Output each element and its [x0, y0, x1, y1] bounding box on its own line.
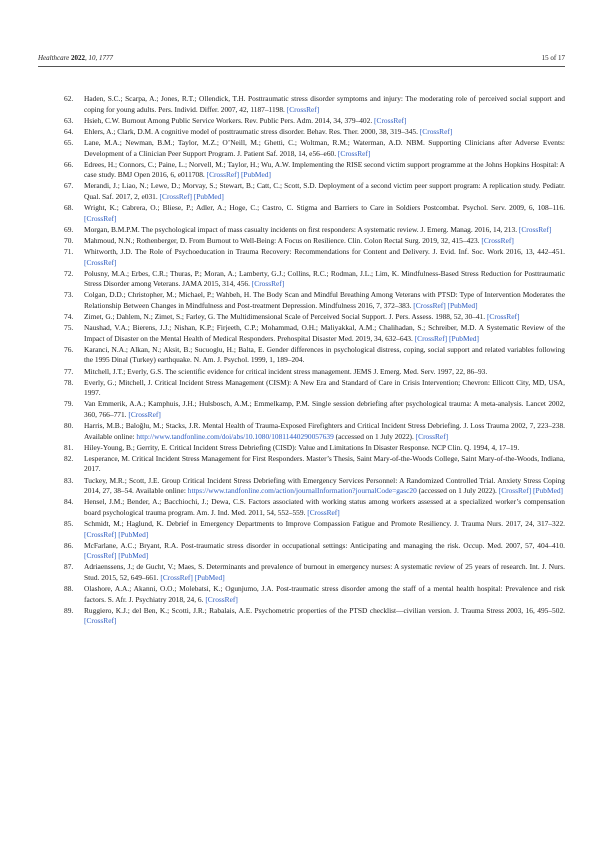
reference-access-note: (accessed on 1 July 2022). — [335, 431, 414, 441]
pubmed-link[interactable]: [PubMed] — [240, 170, 271, 180]
pubmed-link[interactable]: [PubMed] — [533, 486, 564, 496]
crossref-link[interactable]: [CrossRef] — [84, 213, 117, 223]
reference-text: Tuckey, M.R.; Scott, J.E. Group Critical Incident Stress Debriefing with Emergency Services Personnel: A Randomized Controlled Trial. Anxiety Stress Coping 2014, 27, 38–54. Available online: — [84, 475, 565, 496]
running-header — [38, 54, 565, 66]
crossref-link[interactable]: [CrossRef] — [486, 312, 520, 322]
crossref-link[interactable]: [CrossRef] — [419, 126, 453, 136]
reference-number: 67. — [64, 181, 74, 191]
reference-text: Polusny, M.A.; Erbes, C.R.; Thuras, P.; Moran, A.; Lamberty, G.J.; Collins, R.C.; Rodman, J.L.; Lim, K. Mindfulness-Based Stress Reduction for Posttraumatic Stress Disorder among Veterans. JAMA 2015, 314, 456. — [84, 268, 565, 289]
reference-text: Karanci, N.A.; Alkan, N.; Aksit, B.; Sucuoglu, H.; Balta, E. Gender differences in psychological distress, coping, social support and related variables following the 1995 Dinal (Turkey) earthquake. N. Am. J. Psychol. 1999, 1, 189–204. — [84, 344, 565, 365]
reference-number: 85. — [64, 518, 74, 528]
reference-item — [38, 225, 565, 236]
reference-text: Lane, M.A.; Newman, B.M.; Taylor, M.Z.; O’Neill, M.; Ghetti, C.; Woltman, R.M.; Waterman, A.D. NBM. Supporting Clinicians after Adverse Events: Development of a Clinician Peer Support Program. J. Patient Saf. 2018, 14, e56–e60. — [84, 137, 565, 158]
reference-number: 71. — [64, 247, 74, 256]
reference-number: 87. — [64, 562, 74, 572]
reference-item — [38, 312, 565, 323]
crossref-link[interactable]: [CrossRef] — [159, 191, 192, 201]
reference-text: Hsieh, C.W. Burnout Among Public Service Workers. Rev. Public Pers. Adm. 2014, 34, 379–402. — [84, 115, 373, 125]
reference-text: Olashore, A.A.; Akanni, O.O.; Molebatsi, K.; Ogunjumo, J.A. Post-traumatic stress disorder among the staff of a mental health hospital: Prevalence and risk factors. S. Afr. J. Psychiatry 2018, 24, 6. — [84, 584, 565, 604]
reference-number: 81. — [64, 442, 74, 452]
reference-text: Adriaenssens, J.; de Gucht, V.; Maes, S. Determinants and prevalence of burnout in emergency nurses: A systematic review of 25 years of research. Int. J. Nurs. Stud. 2015, 52, 649–661. — [84, 562, 565, 582]
reference-item — [38, 541, 565, 562]
reference-number: 83. — [64, 475, 74, 485]
reference-list — [38, 94, 565, 627]
crossref-link[interactable]: [CrossRef] — [498, 486, 532, 496]
reference-number: 86. — [64, 540, 74, 550]
reference-item — [38, 269, 565, 290]
reference-item — [38, 116, 565, 127]
reference-item — [38, 584, 565, 605]
pubmed-link[interactable]: [PubMed] — [118, 551, 149, 561]
reference-url-link[interactable]: http://www.tandfonline.com/doi/abs/10.1080/10811440290057639 — [136, 431, 334, 441]
reference-number: 64. — [64, 126, 74, 136]
crossref-link[interactable]: [CrossRef] — [84, 529, 117, 539]
journal-year: 2022 — [70, 54, 85, 62]
reference-number: 75. — [64, 323, 74, 333]
pubmed-link[interactable]: [PubMed] — [118, 529, 149, 539]
journal-citation — [38, 54, 113, 62]
reference-text: Everly, G.; Mitchell, J. Critical Incident Stress Management (CISM): A New Era and Standard of Care in Crisis Intervention; Chevron: Ellicott City, MD, USA, 1997. — [84, 377, 565, 398]
reference-text: Merandi, J.; Liao, N.; Lewe, D.; Morvay, S.; Stewart, B.; Catt, C.; Scott, S.D. Deployment of a second victim peer support program: A replication study. Pediatr. Qual. Saf. 2017, 2, e031. — [84, 181, 565, 201]
crossref-link[interactable]: [CrossRef] — [84, 616, 117, 626]
reference-number: 62. — [64, 94, 74, 103]
reference-access-note: (accessed on 1 July 2022). — [418, 486, 497, 496]
reference-item — [38, 519, 565, 540]
reference-number: 65. — [64, 137, 74, 147]
crossref-link[interactable]: [CrossRef] — [84, 257, 117, 267]
reference-item — [38, 236, 565, 247]
reference-item — [38, 443, 565, 454]
reference-number: 77. — [64, 366, 74, 376]
reference-item — [38, 606, 565, 627]
reference-text: Ruggiero, K.J.; del Ben, K.; Scotti, J.R.; Rabalais, A.E. Psychometric properties of the PTSD checklist—civilian version. J. Trauma Stress 2003, 16, 495–502. — [84, 605, 565, 615]
pubmed-link[interactable]: [PubMed] — [447, 300, 478, 310]
crossref-link[interactable]: [CrossRef] — [206, 170, 240, 180]
crossref-link[interactable]: [CrossRef] — [160, 572, 193, 582]
reference-text: Schmidt, M.; Haglund, K. Debrief in Emergency Departments to Improve Compassion Fatigue and Promote Resiliency. J. Trauma Nurs. 2017, 24, 317–322. — [84, 518, 565, 528]
crossref-link[interactable]: [CrossRef] — [251, 279, 285, 289]
reference-item — [38, 367, 565, 378]
reference-item — [38, 160, 565, 181]
reference-number: 63. — [64, 115, 74, 125]
reference-text: Edrees, H.; Connors, C.; Paine, L.; Norvell, M.; Taylor, H.; Wu, A.W. Implementing the RISE second victim support programme at the Johns Hopkins Hospital: A case study. BMJ Open 2016, 6, e011708. — [84, 159, 565, 180]
reference-text: Colgan, D.D.; Christopher, M.; Michael, P.; Wahbeh, H. The Body Scan and Mindful Breathing Among Veterans with PTSD: Type of Intervention Moderates the Relationship Between Changes in Mindfulness and Post-treatment Depression. Mindfulness 2016, 7, 372–383. — [84, 290, 565, 310]
reference-item — [38, 476, 565, 497]
reference-item — [38, 454, 565, 475]
reference-item — [38, 138, 565, 159]
crossref-link[interactable]: [CrossRef] — [128, 409, 161, 419]
reference-number: 66. — [64, 159, 74, 169]
reference-number: 76. — [64, 344, 74, 354]
pubmed-link[interactable]: [PubMed] — [448, 333, 479, 343]
reference-item — [38, 399, 565, 420]
crossref-link[interactable]: [CrossRef] — [84, 551, 117, 561]
journal-volume: , 10, 1777 — [84, 54, 113, 62]
reference-item — [38, 345, 565, 366]
reference-item — [38, 127, 565, 138]
crossref-link[interactable]: [CrossRef] — [286, 104, 320, 114]
reference-text: Mitchell, J.T.; Everly, G.S. The scientific evidence for critical incident stress management. JEMS J. Emerg. Med. Serv. 1997, 22, 86–93. — [84, 366, 488, 376]
reference-text: Zimet, G.; Dahlem, N.; Zimet, S.; Farley, G. The Multidimensional Scale of Perceived Social Support. J. Pers. Assess. 1988, 52, 30–41. — [84, 312, 486, 322]
reference-text: Wright, K.; Cabrera, O.; Bliese, P.; Adler, A.; Hoge, C.; Castro, C. Stigma and Barriers to Care in Soldiers Postcombat. Psychol. Serv. 2009, 6, 108–116. — [84, 203, 565, 213]
crossref-link[interactable]: [CrossRef] — [481, 235, 514, 245]
reference-text: Ehlers, A.; Clark, D.M. A cognitive model of posttraumatic stress disorder. Behav. Res. Ther. 2000, 38, 319–345. — [84, 126, 418, 136]
reference-number: 68. — [64, 203, 74, 213]
reference-url-link[interactable]: https://www.tandfonline.com/action/journalInformation?journalCode=gasc20 — [187, 486, 417, 496]
reference-number: 78. — [64, 377, 74, 387]
reference-number: 80. — [64, 421, 74, 431]
reference-number: 74. — [64, 312, 74, 322]
reference-number: 89. — [64, 605, 74, 615]
reference-item — [38, 94, 565, 115]
reference-number: 82. — [64, 453, 74, 463]
reference-text: Lesperance, M. Critical Incident Stress Management for First Responders. Master’s Thesis, Saint Mary-of-the-Woods College, Saint Mary-of-the-Woods, Indiana, 2017. — [84, 453, 565, 474]
header-divider — [38, 66, 565, 67]
reference-item — [38, 421, 565, 442]
reference-text: Haden, S.C.; Scarpa, A.; Jones, R.T.; Ollendick, T.H. Posttraumatic stress disorder symptoms and injury: The moderating role of perceived social support and coping for young adults. Pers. Individ. Differ. 2007, 42, 1187–1198. — [84, 94, 565, 114]
pubmed-link[interactable]: [PubMed] — [193, 191, 224, 201]
reference-item — [38, 497, 565, 518]
reference-text: Hensel, J.M.; Bender, A.; Bacchiochi, J.; Dewa, C.S. Factors associated with working status among workers assessed at a specialized worker’s compensation board psychological trauma program. Am. J. Ind. Med. 2011, 54, 552–559. — [84, 497, 565, 517]
reference-item — [38, 181, 565, 202]
reference-text: McFarlane, A.C.; Bryant, R.A. Post-traumatic stress disorder in occupational settings: Anticipating and managing the risk. Occup. Med. 2007, 57, 404–410. — [84, 540, 565, 550]
reference-text: Naushad, V.A.; Bierens, J.J.; Nishan, K.P.; Firjeeth, C.P.; Mohammad, O.H.; Maliyakkal, A.M.; Chalihadan, S.; Schreiber, M.D. A Systematic Review of the Impact of Disaster on the Mental Health of Medical Responders. Prehospital Disaster Med. 2019, 34, 632–643. — [84, 323, 565, 343]
reference-number: 72. — [64, 268, 74, 278]
reference-item — [38, 323, 565, 344]
crossref-link[interactable]: [CrossRef] — [414, 333, 448, 343]
reference-text: Harris, M.B.; Baloğlu, M.; Stacks, J.R. Mental Health of Trauma-Exposed Firefighters and Critical Incident Stress Debriefing. J. Loss Trauma 2002, 7, 223–238. Available online: — [84, 421, 565, 441]
reference-text: Mahmoud, N.N.; Rothenberger, D. From Burnout to Well-Being: A Focus on Resilience. Clin. Colon Rectal Surg. 2019, 32, 415–423. — [84, 235, 480, 245]
crossref-link[interactable]: [CrossRef] — [205, 594, 238, 604]
journal-name: Healthcare — [38, 54, 70, 62]
reference-number: 69. — [64, 224, 74, 234]
reference-item — [38, 290, 565, 311]
crossref-link[interactable]: [CrossRef] — [374, 115, 407, 125]
reference-text: Morgan, B.M.P.M. The psychological impact of mass casualty incidents on first responders: A systematic review. J. Emerg. Manag. 2016, 14, 213. — [84, 224, 518, 234]
reference-number: 73. — [64, 290, 74, 300]
reference-text: Whitworth, J.D. The Role of Psychoeducation in Trauma Recovery: Recommendations for Content and Delivery. J. Evid. Inf. Soc. Work 2016, 13, 442–451. — [84, 247, 565, 256]
reference-item — [38, 203, 565, 224]
page-number: 15 of 17 — [541, 54, 565, 62]
reference-item — [38, 247, 565, 268]
reference-text: Van Emmerik, A.A.; Kamphuis, J.H.; Hulsbosch, A.M.; Emmelkamp, P.M. Single session debriefing after psychological trauma: A meta-analysis. Lancet 2002, 360, 766–771. — [84, 399, 565, 419]
crossref-link[interactable]: [CrossRef] — [337, 148, 371, 158]
reference-number: 84. — [64, 497, 74, 507]
reference-number: 79. — [64, 399, 74, 409]
crossref-link[interactable]: [CrossRef] — [307, 507, 340, 517]
reference-item — [38, 378, 565, 399]
reference-text: Hiley-Young, B.; Gerrity, E. Critical Incident Stress Debriefing (CISD): Value and Limitations In Disaster Response. NCP Clin. Q. 1994, 4, 17–19. — [84, 442, 520, 452]
reference-number: 70. — [64, 235, 74, 245]
crossref-link[interactable]: [CrossRef] — [415, 431, 449, 441]
crossref-link[interactable]: [CrossRef] — [413, 300, 446, 310]
crossref-link[interactable]: [CrossRef] — [518, 224, 552, 234]
pubmed-link[interactable]: [PubMed] — [194, 572, 225, 582]
reference-number: 88. — [64, 584, 74, 594]
reference-item — [38, 562, 565, 583]
